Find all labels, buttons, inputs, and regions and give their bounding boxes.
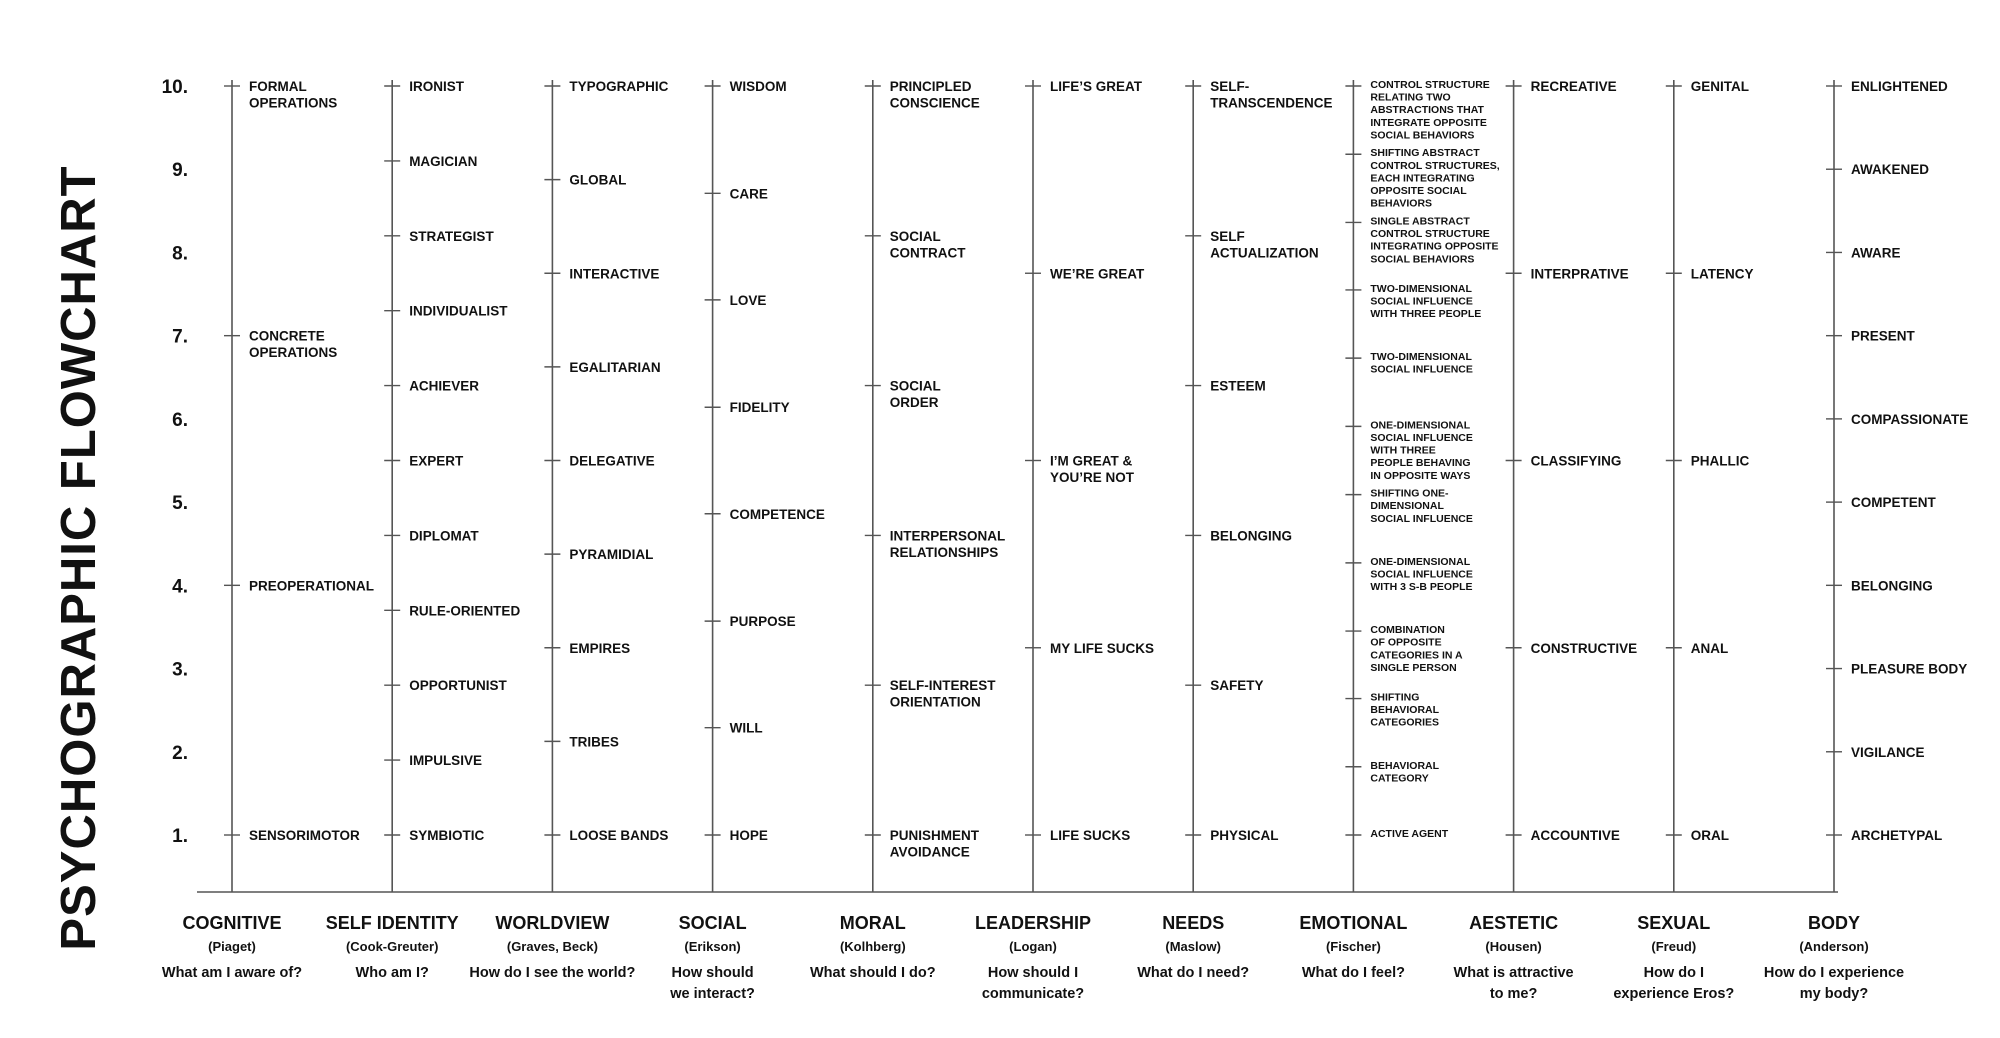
category-author: (Freud) bbox=[1651, 939, 1697, 954]
stage-label: ONE-DIMENSIONAL SOCIAL INFLUENCE WITH THREE PEOPLE BEHAVING IN OPPOSITE WAYS bbox=[1370, 419, 1473, 482]
stage-label: IRONIST bbox=[409, 79, 464, 94]
stage-label: LIFE’S GREAT bbox=[1050, 79, 1143, 94]
stage-label: RULE-ORIENTED bbox=[409, 603, 521, 619]
stage-label: MAGICIAN bbox=[409, 153, 478, 169]
category-title: SELF IDENTITY bbox=[325, 913, 459, 933]
stage-label: SHIFTING ONE-DIMENSIONAL SOCIAL INFLUENCE bbox=[1370, 487, 1473, 525]
stage-label: LIFE SUCKS bbox=[1050, 828, 1131, 843]
stage-label: SOCIAL ORDER bbox=[889, 378, 941, 411]
category-question: How do I experience Eros? bbox=[1613, 965, 1735, 1002]
stage-label: EGALITARIAN bbox=[569, 359, 661, 375]
level-label: 3. bbox=[172, 659, 188, 681]
level-label: 8. bbox=[172, 243, 188, 265]
chart-title: PSYCHOGRAPHIC FLOWCHART bbox=[52, 165, 106, 951]
category-author: (Erikson) bbox=[684, 939, 741, 954]
stage-label: ONE-DIMENSIONAL SOCIAL INFLUENCE WITH 3 S-B PEOPLE bbox=[1370, 555, 1473, 594]
stage-label: PHALLIC bbox=[1690, 453, 1750, 469]
category-title: BODY bbox=[1807, 913, 1861, 933]
level-label: 10. bbox=[161, 77, 188, 98]
category-question: What do I need? bbox=[1137, 965, 1250, 981]
category-title: EMOTIONAL bbox=[1299, 913, 1408, 933]
stage-label: ACTIVE AGENT bbox=[1370, 828, 1449, 840]
category-title: AESTETIC bbox=[1469, 913, 1559, 933]
category-question: How do I see the world? bbox=[469, 965, 636, 981]
stage-label: SHIFTING BEHAVIORAL CATEGORIES bbox=[1370, 691, 1440, 729]
category-author: (Graves, Beck) bbox=[506, 939, 598, 954]
stage-label: STRATEGIST bbox=[409, 228, 494, 244]
category-title: MORAL bbox=[839, 913, 906, 933]
category-author: (Kolhberg) bbox=[839, 939, 906, 954]
stage-label: CLASSIFYING bbox=[1530, 453, 1622, 469]
stage-label: EXPERT bbox=[409, 453, 464, 469]
stage-label: ENLIGHTENED bbox=[1851, 79, 1948, 94]
category-title: SEXUAL bbox=[1637, 913, 1711, 933]
stage-label: SELF-INTEREST ORIENTATION bbox=[889, 678, 996, 710]
category-author: (Logan) bbox=[1009, 939, 1057, 954]
stage-label: CONSTRUCTIVE bbox=[1530, 640, 1638, 656]
category-author: (Anderson) bbox=[1799, 939, 1869, 954]
stage-label: WISDOM bbox=[729, 79, 787, 94]
stage-label: EMPIRES bbox=[569, 640, 631, 656]
stage-label: PLEASURE BODY bbox=[1851, 661, 1968, 677]
stage-label: VIGILANCE bbox=[1851, 744, 1925, 760]
stage-label: SINGLE ABSTRACT CONTROL STRUCTURE INTEGRATING OPPOSITE SOCIAL BEHAVIORS bbox=[1370, 215, 1499, 266]
stage-label: IMPULSIVE bbox=[409, 753, 482, 769]
stage-label: SELF ACTUALIZATION bbox=[1210, 228, 1319, 261]
stage-label: FORMAL OPERATIONS bbox=[249, 79, 338, 111]
stage-label: ACHIEVER bbox=[409, 378, 479, 394]
stage-label: OPPORTUNIST bbox=[409, 678, 507, 694]
stage-label: GENITAL bbox=[1690, 79, 1750, 94]
stage-label: COMBINATION OF OPPOSITE CATEGORIES IN A SINGLE PERSON bbox=[1370, 624, 1463, 674]
stage-label: BEHAVIORAL CATEGORY bbox=[1370, 759, 1440, 785]
stage-label: ACCOUNTIVE bbox=[1530, 828, 1620, 843]
stage-label: TYPOGRAPHIC bbox=[569, 79, 669, 94]
stage-label: LATENCY bbox=[1690, 266, 1754, 282]
category-author: (Cook-Greuter) bbox=[345, 939, 439, 954]
level-label: 4. bbox=[172, 576, 188, 598]
stage-label: MY LIFE SUCKS bbox=[1050, 640, 1155, 656]
stage-label: COMPETENCE bbox=[729, 506, 825, 522]
stage-label: LOOSE BANDS bbox=[569, 828, 669, 843]
stage-label: COMPASSIONATE bbox=[1851, 411, 1969, 427]
level-label: 1. bbox=[172, 826, 188, 847]
level-label: 2. bbox=[172, 742, 188, 764]
category-question: How do I experience my body? bbox=[1763, 965, 1905, 1002]
category-question: How should we interact? bbox=[670, 965, 755, 1002]
stage-label: TWO-DIMENSIONAL SOCIAL INFLUENCE WITH THREE PEOPLE bbox=[1370, 282, 1482, 321]
stage-label: WE’RE GREAT bbox=[1050, 266, 1145, 282]
column-moral bbox=[810, 79, 1005, 981]
stage-label: SOCIAL CONTRACT bbox=[889, 228, 966, 261]
category-question: What should I do? bbox=[809, 965, 936, 981]
stage-label: CONCRETE OPERATIONS bbox=[249, 328, 338, 361]
category-question: How should I communicate? bbox=[981, 965, 1085, 1002]
stage-label: INTERACTIVE bbox=[569, 266, 660, 282]
column-self-identity bbox=[326, 79, 521, 981]
stage-label: RECREATIVE bbox=[1530, 79, 1617, 94]
column-emotional bbox=[1299, 79, 1499, 981]
stage-label: GLOBAL bbox=[569, 172, 627, 188]
stage-label: AWAKENED bbox=[1851, 162, 1930, 178]
stage-label: DELEGATIVE bbox=[569, 453, 655, 469]
category-title: LEADERSHIP bbox=[974, 913, 1092, 933]
stage-label: DIPLOMAT bbox=[409, 528, 479, 544]
stage-label: PURPOSE bbox=[729, 614, 796, 630]
category-question: What is attractive to me? bbox=[1453, 965, 1574, 1002]
stage-label: PUNISHMENT AVOIDANCE bbox=[889, 828, 980, 860]
category-author: (Housen) bbox=[1485, 939, 1542, 954]
stage-label: SAFETY bbox=[1210, 678, 1264, 694]
category-question: What am I aware of? bbox=[161, 965, 303, 981]
stage-label: SHIFTING ABSTRACT CONTROL STRUCTURES, EACH INTEGRATING OPPOSITE SOCIAL BEHAVIORS bbox=[1370, 147, 1500, 210]
stage-label: CARE bbox=[729, 186, 768, 202]
stage-label: ORAL bbox=[1690, 828, 1730, 843]
category-question: Who am I? bbox=[355, 965, 429, 981]
category-title: SOCIAL bbox=[678, 913, 747, 933]
stage-label: BELONGING bbox=[1851, 578, 1933, 594]
level-label: 9. bbox=[172, 160, 188, 182]
level-axis bbox=[162, 77, 188, 847]
stage-label: ARCHETYPAL bbox=[1851, 828, 1943, 843]
column-social bbox=[669, 79, 825, 1002]
stage-label: ESTEEM bbox=[1210, 378, 1266, 394]
stage-label: PHYSICAL bbox=[1210, 828, 1279, 843]
category-title: WORLDVIEW bbox=[495, 913, 610, 933]
stage-label: WILL bbox=[729, 720, 763, 736]
stage-label: CONTROL STRUCTURE RELATING TWO ABSTRACTIONS THAT INTEGRATE OPPOSITE SOCIAL BEHAVIORS bbox=[1370, 79, 1490, 142]
category-author: (Fischer) bbox=[1325, 939, 1381, 954]
stage-label: PYRAMIDIAL bbox=[569, 547, 654, 563]
stage-label: ANAL bbox=[1690, 640, 1729, 656]
stage-label: PRESENT bbox=[1851, 328, 1915, 344]
stage-label: HOPE bbox=[729, 828, 768, 843]
stage-label: SELF-TRANSCENDENCE bbox=[1210, 79, 1333, 111]
column-needs bbox=[1137, 79, 1332, 981]
stage-label: INTERPERSONAL RELATIONSHIPS bbox=[889, 528, 1006, 560]
stage-label: TWO-DIMENSIONAL SOCIAL INFLUENCE bbox=[1370, 351, 1473, 376]
stage-label: PRINCIPLED CONSCIENCE bbox=[889, 79, 980, 111]
column-cognitive bbox=[162, 79, 374, 981]
stage-label: BELONGING bbox=[1210, 528, 1292, 544]
stage-label: AWARE bbox=[1851, 245, 1901, 261]
category-title: COGNITIVE bbox=[182, 913, 282, 933]
stage-label: FIDELITY bbox=[729, 400, 790, 416]
category-title: NEEDS bbox=[1162, 913, 1225, 933]
stage-label: LOVE bbox=[729, 292, 767, 308]
stage-label: SENSORIMOTOR bbox=[249, 828, 360, 843]
level-label: 6. bbox=[172, 409, 188, 431]
column-body bbox=[1764, 79, 1968, 1002]
stage-label: INTERPRATIVE bbox=[1530, 266, 1629, 282]
level-label: 7. bbox=[172, 326, 188, 348]
stage-label: TRIBES bbox=[569, 734, 619, 750]
category-author: (Piaget) bbox=[208, 939, 256, 954]
stage-label: COMPETENT bbox=[1851, 495, 1936, 511]
column-worldview bbox=[469, 79, 668, 981]
column-aestetic bbox=[1454, 79, 1638, 1002]
stage-label: INDIVIDUALIST bbox=[409, 303, 508, 319]
stage-label: I’M GREAT & YOU’RE NOT bbox=[1050, 453, 1135, 485]
column-sexual bbox=[1613, 79, 1753, 1002]
category-question: What do I feel? bbox=[1301, 965, 1405, 981]
stage-label: PREOPERATIONAL bbox=[249, 578, 375, 594]
category-author: (Maslow) bbox=[1165, 939, 1222, 954]
level-label: 5. bbox=[172, 493, 188, 515]
stage-label: SYMBIOTIC bbox=[409, 828, 485, 843]
columns bbox=[162, 79, 1968, 1002]
